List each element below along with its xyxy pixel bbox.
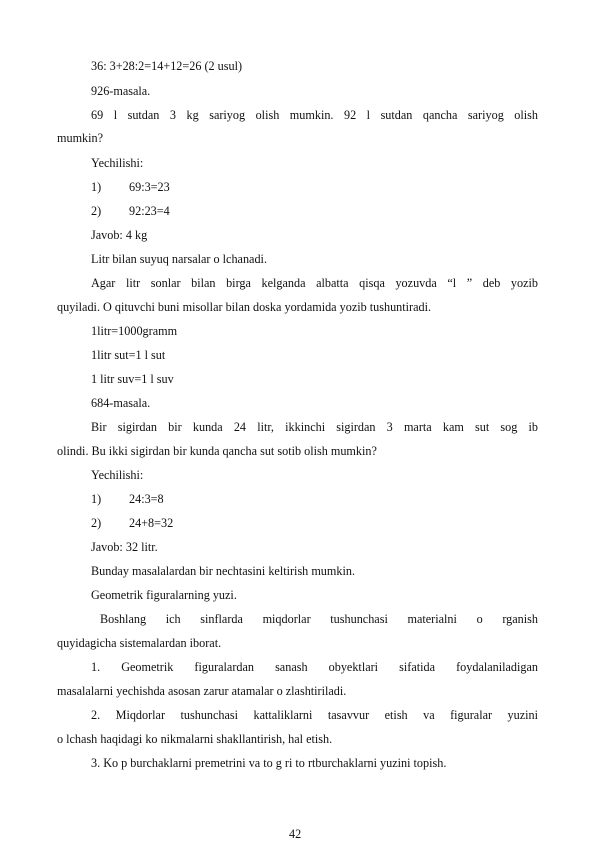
text-line: masalalarni yechishda asosan zarur atamalar o zlashtiriladi. xyxy=(57,684,347,698)
text-line: 1. Geometrik figuralardan sanash obyektlari sifatida foydalaniladigan xyxy=(91,660,538,674)
text-line: Agar litr sonlar bilan birga kelganda albatta qisqa yozuvda “l ” deb yozib xyxy=(91,276,538,290)
text-line: Bunday masalalardan bir nechtasini keltirish mumkin. xyxy=(91,564,356,578)
text-line: Bir sigirdan bir kunda 24 litr, ikkinchi sigirdan 3 marta kam sut sog ib xyxy=(91,420,538,434)
text-line: 2. Miqdorlar tushunchasi kattaliklarni tasavvur etish va figuralar yuzini xyxy=(91,708,538,722)
answer-line: Javob: 32 litr. xyxy=(91,540,158,554)
text-line: 36: 3+28:2=14+12=26 (2 usul) xyxy=(91,59,243,73)
text-line: 1litr=1000gramm xyxy=(91,324,178,338)
solution-heading: Yechilishi: xyxy=(91,468,144,482)
text-line: 1 litr suv=1 l suv xyxy=(91,372,174,386)
text-line: 69 l sutdan 3 kg sariyog olish mumkin. 92 l sutdan qancha sariyog olish xyxy=(91,108,538,122)
text-line: 1litr sut=1 l sut xyxy=(91,348,166,362)
list-text: 24:3=8 xyxy=(129,492,164,506)
text-line: olindi. Bu ikki sigirdan bir kunda qancha sut sotib olish mumkin? xyxy=(57,444,377,458)
text-line: o lchash haqidagi ko nikmalarni shakllantirish, hal etish. xyxy=(57,732,333,746)
page-number: 42 xyxy=(289,827,302,841)
list-number: 1) xyxy=(91,180,102,194)
text-line: quyidagicha sistemalardan iborat. xyxy=(57,636,222,650)
list-number: 1) xyxy=(91,492,102,506)
text-line: Litr bilan suyuq narsalar o lchanadi. xyxy=(91,252,267,266)
list-number: 2) xyxy=(91,204,102,218)
solution-heading: Yechilishi: xyxy=(91,156,144,170)
list-text: 92:23=4 xyxy=(129,204,170,218)
section-heading: Geometrik figuralarning yuzi. xyxy=(91,588,237,602)
answer-line: Javob: 4 kg xyxy=(91,228,148,242)
problem-number: 684-masala. xyxy=(91,396,151,410)
text-line: 3. Ko p burchaklarni premetrini va to g ri to rtburchaklarni yuzini topish. xyxy=(91,756,447,770)
list-text: 24+8=32 xyxy=(129,516,174,530)
list-text: 69:3=23 xyxy=(129,180,170,194)
problem-number: 926-masala. xyxy=(91,84,151,98)
text-line: quyiladi. O qituvchi buni misollar bilan doska yordamida yozib tushuntiradi. xyxy=(57,300,432,314)
text-line: mumkin? xyxy=(57,131,104,145)
text-line: Boshlang ich sinflarda miqdorlar tushunchasi materialni o rganish xyxy=(100,612,538,626)
list-number: 2) xyxy=(91,516,102,530)
